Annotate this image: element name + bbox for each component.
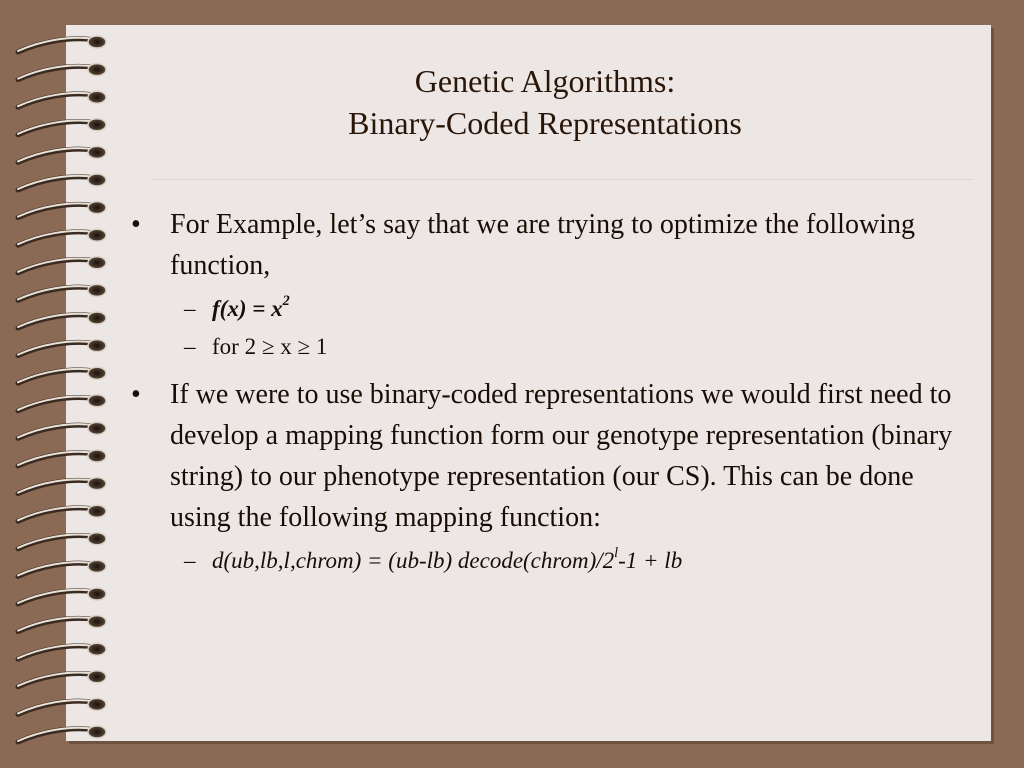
binding-coil <box>18 671 106 687</box>
sub-bullet-item <box>128 290 978 328</box>
function-lhs: f(x) = x <box>212 296 283 321</box>
binding-coil <box>18 560 106 576</box>
mapping-function-exponent: l <box>614 545 619 562</box>
binding-coil <box>18 505 106 521</box>
binding-coil <box>18 202 106 218</box>
binding-coil <box>18 229 106 245</box>
bullet-item <box>128 204 978 286</box>
function-exponent: 2 <box>282 293 290 310</box>
binding-coil <box>18 533 106 549</box>
binding-coil <box>18 422 106 438</box>
bullet-text: For Example, let’s say that we are trying to optimize the following function, <box>170 209 915 281</box>
domain-constraint: for 2 ≥ x ≥ 1 <box>212 334 328 359</box>
bullet-marker: • <box>131 379 141 410</box>
sub-bullet-item <box>128 542 978 580</box>
title-line-2: Binary-Coded Representations <box>348 105 742 141</box>
spiral-binding-icon <box>0 8 130 753</box>
mapping-function-tail: -1 + lb <box>618 548 683 573</box>
binding-coil <box>18 36 106 52</box>
mapping-function-main: d(ub,lb,l,chrom) = (ub-lb) decode(chrom)/2 <box>212 548 615 573</box>
binding-coil <box>18 726 106 742</box>
title-line-1: Genetic Algorithms: <box>414 63 676 99</box>
bullet-item <box>128 374 978 538</box>
sub-bullet-marker: – <box>184 296 196 321</box>
binding-coil <box>18 91 106 107</box>
sub-bullet-marker: – <box>184 334 196 359</box>
binding-coil <box>18 284 106 300</box>
binding-coil <box>18 146 106 162</box>
slide-body <box>128 204 978 580</box>
binding-coil <box>18 64 106 80</box>
binding-coil <box>18 450 106 466</box>
binding-coil <box>18 174 106 190</box>
title-divider <box>152 179 972 180</box>
function-expression <box>212 293 290 321</box>
sub-bullet-marker: – <box>184 548 196 573</box>
binding-coil <box>18 367 106 383</box>
slide-title <box>150 60 940 144</box>
binding-coil <box>18 119 106 135</box>
binding-coil <box>18 312 106 328</box>
binding-coil <box>18 616 106 632</box>
mapping-function <box>212 545 683 573</box>
bullet-marker: • <box>131 209 141 240</box>
binding-coil <box>18 698 106 714</box>
bullet-text: If we were to use binary-coded representations we would first need to develop a mapping function form our genotype representation (binary string) to our phenotype representation (our CS). This can be done using the following mapping function: <box>170 379 953 533</box>
binding-coil <box>18 340 106 356</box>
binding-coil <box>18 478 106 494</box>
sub-bullet-item <box>128 328 978 366</box>
binding-coil <box>18 257 106 273</box>
binding-coil <box>18 643 106 659</box>
binding-coil <box>18 395 106 411</box>
binding-coil <box>18 588 106 604</box>
